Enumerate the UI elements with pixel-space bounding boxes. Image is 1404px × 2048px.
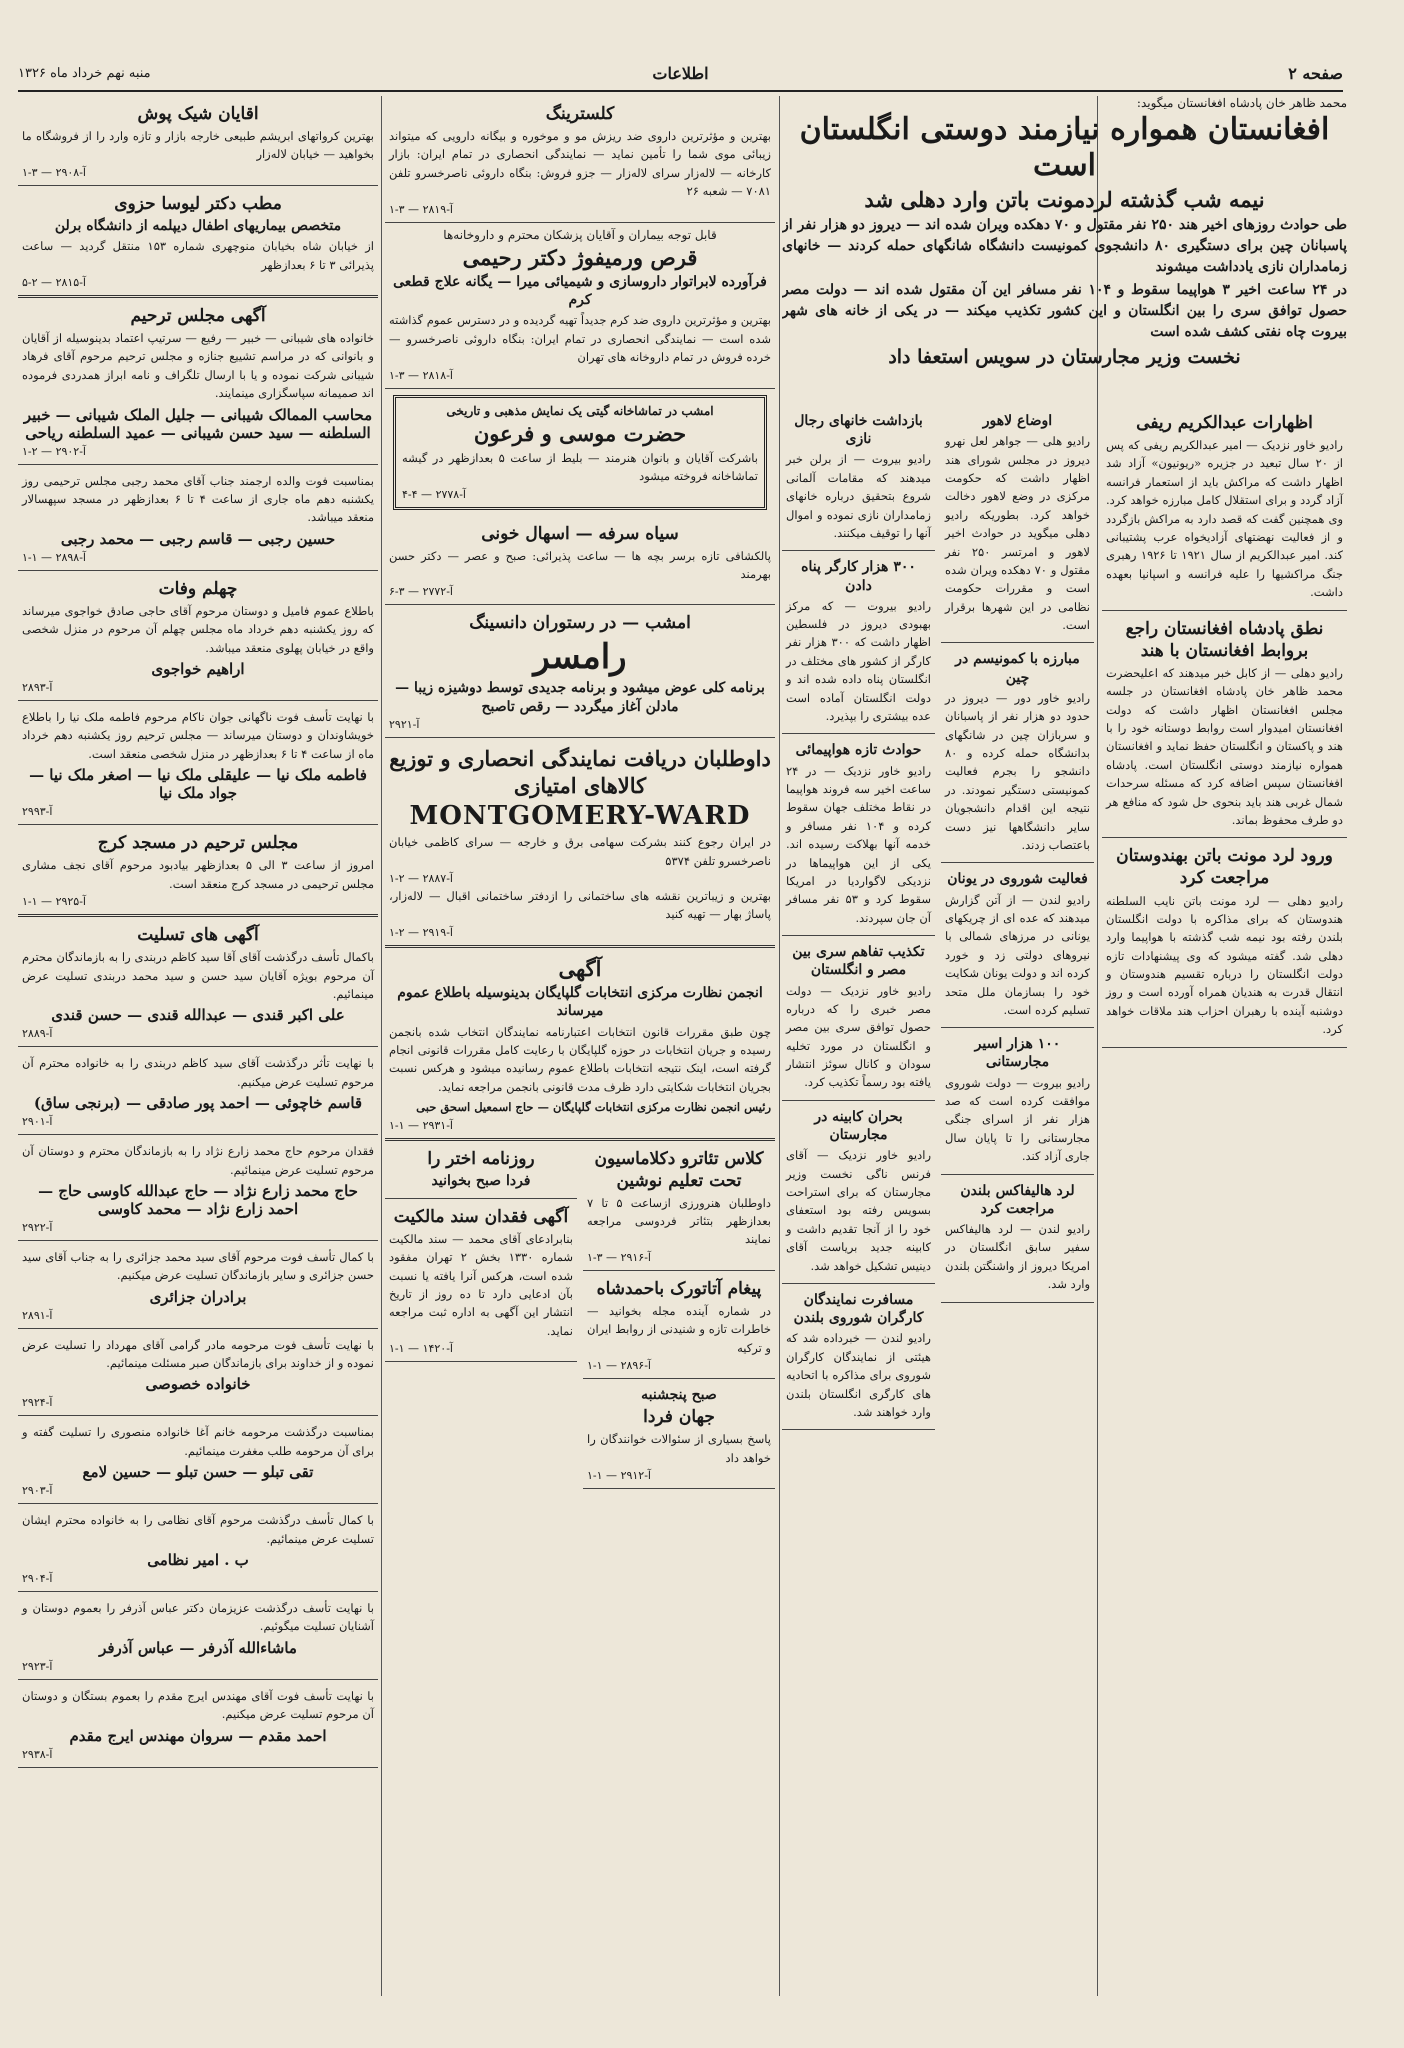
column-rule bbox=[381, 96, 382, 1996]
notice-text: با نهایت تأسف درگذشت عزیزمان دکتر عباس آذرفر را بعموم دوستان و آشنایان تسلیت میگوئیم. bbox=[22, 1601, 374, 1634]
ad-title: رامسر bbox=[533, 636, 627, 677]
lead-subheadline: نیمه شب گذشته لردمونت باتن وارد دهلی شد bbox=[864, 187, 1265, 212]
ad-title: حضرت موسی و فرعون bbox=[473, 420, 687, 446]
story-text: رادیو بیروت — دولت شوروی موافقت کرده است که صد هزار نفر از اسرای جنگی مجارستانی را تا پایان سال جاری آزاد کند. bbox=[945, 1075, 1090, 1164]
ad-code: آ-۲۹۱۶ — ۳-۱ bbox=[587, 1250, 651, 1264]
story-title: اظهارات عبدالکریم ریفی bbox=[1136, 413, 1313, 433]
notice-title: آگهی مجلس ترحیم bbox=[130, 305, 266, 326]
ad-subtitle: متخصص بیماریهای اطفال دیپلمه از دانشگاه برلن bbox=[54, 217, 342, 234]
ad-kicker: امشب — در رستوران دانسینگ bbox=[469, 613, 691, 634]
ad-code: آ-۲۸۸۹ bbox=[22, 1027, 53, 1041]
notice-names: فاطمه ملک نیا — علیقلی ملک نیا — اصغر ملک نیا — جواد ملک نیا bbox=[29, 766, 367, 803]
ad-code: آ-۲۸۹۶ — ۱-۱ bbox=[587, 1359, 651, 1373]
notice-names: حسین رجبی — قاسم رجبی — محمد رجبی bbox=[60, 529, 336, 548]
ad-text: بهترین و مؤثرترین داروی ضد کرم جدیداً تهیه گردیده و در دسترس عموم گذاشته شده است — نمایندگی انحصاری در تمام ایران: بنگاه داروئی ناصرخسرو — خرده فروش در تمام داروخانه های تهران bbox=[389, 313, 771, 365]
story-text: رادیو لندن — خبرداده شد که هیئتی از نمایندگان کارگران شوروی برای مذاکره با اتحادیه های کارگری انگلستان بلندن وارد خواهند شد. bbox=[786, 1331, 931, 1419]
ad-text: برنامه کلی عوض میشود و برنامه جدیدی توسط دوشیزه زیبا — مادلن آغاز میگردد — رقص تاصبح bbox=[395, 680, 765, 715]
ad-title: قرص ورمیفوژ دکتر رحیمی bbox=[462, 244, 698, 270]
notice-names: احمد مقدم — سروان مهندس ایرج مقدم bbox=[69, 1726, 327, 1745]
ad-code: آ-۲۹۰۱ bbox=[22, 1115, 53, 1129]
ad-text: در ایران رجوع کنند بشرکت سهامی برق و خارجه — سرای کاظمی خیابان ناصرخسرو تلفن ۵۳۷۴ bbox=[389, 835, 771, 868]
story-text: رادیو خاور نزدیک — امیر عبدالکریم ریفی که پس از ۲۰ سال تبعید در جزیره «ریونیون» آزاد شد اظهار داشت که مراکش باید از استعمار فرانسه آزاد گردد و برای استقلال کامل مبارزه خواهد کرد. وی همچنین گفت که قصد دارد به مراکش بازگردد و از فعالیت نهضتهای آزادیخواه عرب پشتیبانی کند. امیر عبدالکریم از سال ۱۹۲۱ تا ۱۹۲۶ رهبری جنگ مراکشیها را علیه فرانسه و اسپانیا بعهده داشت. bbox=[1106, 438, 1344, 600]
story-title: بحران کابینه در مجارستان bbox=[814, 1108, 903, 1144]
story-title: ۳۰۰ هزار کارگر پناه دادن bbox=[801, 559, 916, 594]
story-title: ورود لرد مونت باتن بهندوستان مراجعت کرد bbox=[1116, 846, 1333, 889]
story-title: بازداشت خانهای رجال نازی bbox=[794, 413, 923, 448]
story-text: رادیو خاور دور — دیروز در حدود دو هزار نفر از پاسبانان و سربازان چین در شانگهای بدانشگاه حمله کرده و ۸۰ دانشجو را بجرم فعالیت کمونیستی دستگیر نمودند. در نتیجه این اقدام دانشجویان سایر دانشگاهها نیز دست باعتصاب زدند. bbox=[945, 690, 1090, 852]
story-text: رادیو خاور نزدیک — دولت مصر خبری را که درباره حصول توافق سری بین مصر و انگلستان در مورد تخلیه سودان و کانال سوئز انتشار یافته بود رسماً تکذیب کرد. bbox=[786, 983, 931, 1090]
ad-kicker: قابل توجه بیماران و آقایان پزشکان محترم و داروخانه‌ها bbox=[443, 227, 717, 242]
story-text: رادیو هلی — جواهر لعل نهرو دیروز در مجلس شورای هند اظهار داشت که حکومت مرکزی در وضع لاهور دخالت خواهد کرد. بطوریکه رادیو دهلی میگوید در حوادث اخیر لاهور و امرتسر ۲۵۰ نفر مقتول و ۷۰ دهکده ویران شده است و مقررات حکومت نظامی در این شهرها برقرار است. bbox=[945, 434, 1090, 633]
story-title: حوادث تازه هواپیمائی bbox=[795, 742, 922, 759]
section-title: آگهی های تسلیت bbox=[137, 925, 259, 946]
ad-text: چون طبق مقررات قانون انتخابات اعتبارنامه نمایندگان انتخاب شده بانجمن رسیده و جریان انتخابات در حوزه گلپایگان با رعایت کامل مقررات قانونی انجام گرفته است، اینک نتیجه انتخابات باطلاع عموم رسانیده میشود و هرکس نسبت بجریان انتخابات شکایتی دارد ظرف مدت قانونی بانجمن مراجعه نماید. bbox=[389, 1024, 771, 1094]
ad-code: آ-۲۹۱۹ — ۲-۱ bbox=[389, 925, 453, 939]
ad-code: آ-۲۸۹۱ bbox=[22, 1308, 53, 1322]
ad-code: آ-۲۹۰۴ bbox=[22, 1572, 53, 1586]
ad-title: جهان فردا bbox=[643, 1407, 715, 1428]
ad-title: اقایان شیک پوش bbox=[137, 104, 259, 124]
ad-code: آ-۲۸۱۵ — ۲-۵ bbox=[22, 275, 86, 289]
ad-box bbox=[393, 395, 767, 510]
ad-signature: رئیس انجمن نظارت مرکزی انتخابات گلپایگان — حاج اسمعیل اسحق حبی bbox=[416, 1100, 771, 1115]
ad-text: از خیابان شاه بخیابان منوچهری شماره ۱۵۳ منتقل گردید — ساعت پذیرائی ۳ تا ۶ بعدازظهر bbox=[22, 239, 374, 272]
notice-names: ماشاءالله آذرفر — عباس آذرفر bbox=[99, 1638, 297, 1657]
ad-code: آ-۱۴۲۰ — ۱-۱ bbox=[389, 1342, 453, 1356]
ad-text: بهترین و مؤثرترین داروی ضد ریزش مو و موخوره و بیگانه دارویی که میتواند زیبائی موی شما را تأمین نماید — نمایندگی انحصاری در تمام ایران: بازار کارخانه — لاله‌زار سرای لاله‌زار — جزو فروش: بنگاه داروئی ناصرخسرو تلفن ۷۰۸۱ — شعبه ۲۶ bbox=[389, 129, 771, 199]
brand-name: MONTGOMERY-WARD bbox=[409, 801, 751, 832]
ad-code: آ-۲۸۹۸ — ۱-۱ bbox=[22, 550, 86, 564]
lead-summary: طی حوادث روزهای اخیر هند ۲۵۰ نفر مقتول و ۷۰ دهکده ویران شده اند — دیروز دو هزار نفر از پاسبانان چین برای دستگیری ۸۰ دانشجوی کمونیست دانشگاه شانگهای حمله کردند — خانهای زمامداران نازی یادداشت میشوند bbox=[782, 217, 1347, 276]
ad-kicker: امشب در تماشاخانه گیتی یک نمایش مذهبی و تاریخی bbox=[446, 403, 714, 418]
ad-title: مطب دکتر لیوسا حزوی bbox=[114, 193, 282, 214]
notice-text: با نهایت تأسف فوت آقای مهندس ایرج مقدم را بعموم بستگان و دوستان آن مرحوم تسلیت عرض میکنیم. bbox=[22, 1688, 374, 1722]
ad-title: کلسترینگ bbox=[545, 104, 615, 124]
page-number: صفحه ۲ bbox=[1288, 64, 1343, 83]
ad-text: پاسخ بسیاری از سئوالات خوانندگان را خواهد داد bbox=[587, 1432, 771, 1465]
notice-text: بمناسبت فوت والده ارجمند جناب آقای محمد رجبی مجلس ترحیمی روز یکشنبه دهم ماه جاری از ساعت ۴ تا ۶ بعدازظهر در مسجد سپهسالار منعقد میباشد. bbox=[22, 473, 375, 525]
notice-names: حاج محمد زارع نژاد — حاج عبدالله کاوسی حاج — احمد زارع نژاد — محمد کاوسی bbox=[38, 1181, 358, 1218]
notice-text: بمناسبت درگذشت مرحومه خانم آغا خانواده منصوری را تسلیت گفته و برای آن مرحومه طلب مغفرت مینمائیم. bbox=[22, 1425, 374, 1458]
notices-column-left bbox=[18, 96, 378, 1996]
ad-code: آ-۲۷۷۸ — ۴-۴ bbox=[402, 487, 466, 501]
story-title: اوضاع لاهور bbox=[982, 413, 1053, 429]
notice-text: با نهایت تأسف فوت ناگهانی جوان ناکام مرحوم فاطمه ملک نیا را باطلاع خویشاوندان و دوستان میرساند — مجلس ترحیم روز یکشنبه دهم خرداد ماه از ساعت ۴ تا ۶ بعدازظهر در منزل شخصی منعقد است. bbox=[22, 710, 374, 761]
issue-date: منبه نهم خرداد ماه ۱۳۲۶ bbox=[18, 66, 151, 81]
notice-text: با کمال تأسف درگذشت مرحوم آقای نظامی را به خانواده محترم ایشان تسلیت عرض مینمائیم. bbox=[22, 1513, 374, 1546]
ad-text: باشرکت آقایان و بانوان هنرمند — بلیط از ساعت ۵ بعدازظهر در گیشه تماشاخانه فروخته میشود bbox=[402, 450, 758, 484]
notice-text: فقدان مرحوم حاج محمد زارع نژاد را به بازماندگان محترم و دوستان آن مرحوم تسلیت عرض مینمائیم. bbox=[22, 1144, 374, 1177]
ad-title: روزنامه اختر را bbox=[427, 1148, 535, 1169]
story-text: رادیو لندن — لرد هالیفاکس سفیر سابق انگلستان در امریکا دیروز از واشنگتن بلندن وارد شد. bbox=[945, 1222, 1090, 1292]
notice-text: خانواده های شیبانی — خبیر — رفیع — سرتیپ اعتماد بدینوسیله از آقایان و بانوانی که در مراسم تشییع جنازه و مجلس ترحیم مرحوم آقای فرهاد شیبانی شرکت نموده و یا با ارسال تلگراف و نامه ابراز همدردی فرموده اند صمیمانه سپاسگزاری مینمایند. bbox=[22, 331, 374, 401]
ad-text: در شماره آینده مجله بخوانید — خاطرات تازه و شنیدنی از روابط ایران و ترکیه bbox=[587, 1303, 771, 1355]
notice-names: محاسب الممالک شیبانی — جلیل الملک شیبانی — خبیر السلطنه — سید حسن شیبانی — عمید السلطنه ریاحی bbox=[23, 405, 373, 442]
notice-names: ب . امیر نظامی bbox=[147, 1551, 249, 1570]
story-text: رادیو دهلی — از کابل خبر میدهند که اعلیحضرت محمد ظاهر خان پادشاه افغانستان در جلسه مجلس افغانستان اظهار داشت که دولت افغانستان امیدوار است روابط دوستانه خود را با هند و پاکستان و انگلستان حفظ نماید و افغانستان همواره نیازمند دوستی انگلستان است. پادشاه افغانستان سپس اضافه کرد که مسئله سرحدات شمال غربی هند باید بنحوی حل شود که منافع هر دو طرف محفوظ بماند. bbox=[1106, 665, 1343, 827]
notice-text: باطلاع عموم فامیل و دوستان مرحوم آقای حاجی صادق خواجوی میرساند که روز یکشنبه دهم خرداد ماه مجلس چهلم آن مرحوم در منزل شخصی واقع در خیابان پهلوی منعقد میباشد. bbox=[22, 603, 374, 655]
ad-code: آ-۲۹۳۸ bbox=[22, 1747, 53, 1761]
ad-title: کلاس تئاترو دکلاماسیون تحت تعلیم نوشین bbox=[594, 1148, 764, 1191]
ad-code: آ-۲۸۸۷ — ۲-۱ bbox=[389, 872, 453, 886]
ad-code: آ-۲۹۰۸ — ۳-۱ bbox=[22, 165, 86, 179]
story-title: تکذیب تفاهم سری بین مصر و انگلستان bbox=[792, 944, 925, 979]
ad-code: آ-۲۹۲۴ bbox=[22, 1396, 53, 1410]
ad-code: آ-۲۸۱۸ — ۳-۱ bbox=[389, 368, 453, 382]
lead-kicker: محمد ظاهر خان پادشاه افغانستان میگوید: bbox=[1136, 96, 1347, 110]
story-title: ۱۰۰ هزار اسیر مجارستانی bbox=[974, 1036, 1061, 1071]
ad-code: آ-۲۹۲۲ bbox=[22, 1220, 53, 1234]
column-rule bbox=[779, 96, 780, 1996]
notice-names: تقی تبلو — حسن تبلو — حسین لامع bbox=[82, 1463, 314, 1482]
notice-text: امروز از ساعت ۳ الی ۵ بعدازظهر بیادبود مرحوم آقای نجف مشاری مجلس ترحیمی در مسجد کرج منعقد است. bbox=[22, 858, 374, 891]
story-title: لرد هالیفاکس بلندن مراجعت کرد bbox=[960, 1182, 1075, 1217]
lead-headline-3: نخست وزیر مجارستان در سویس استعفا داد bbox=[888, 346, 1241, 369]
ad-code: آ-۲۹۲۳ bbox=[22, 1659, 53, 1673]
story-title: مسافرت نمایندگان کارگران شوروی بلندن bbox=[793, 1291, 924, 1327]
paper-name: اطلاعات bbox=[652, 64, 709, 83]
notice-names: اراهیم خواجوی bbox=[151, 660, 245, 679]
notice-text: با کمال تأسف فوت مرحوم آقای سید محمد جزائری را به جناب آقای سید حسن جزائری و سایر بازماندگان تسلیت عرض میکنیم. bbox=[22, 1249, 374, 1283]
ad-code: آ-۲۹۲۵ — ۱-۱ bbox=[22, 895, 86, 909]
notice-text: با نهایت تأسف فوت مرحومه مادر گرامی آقای مهرداد را تسلیت عرض نموده و از خداوند برای بازماندگان صبر مسئلت مینمائیم. bbox=[22, 1337, 374, 1371]
ad-code: آ-۲۷۷۲ — ۳-۶ bbox=[389, 585, 453, 599]
ads-column-center bbox=[385, 96, 775, 1996]
ad-text: بهترین کرواتهای ابریشم طبیعی خارجه بازار و تازه وارد را از فروشگاه ما بخواهید — خیابان لاله‌زار bbox=[22, 129, 374, 162]
ad-subtitle: فرآورده لابراتوار داروسازی و شیمیائی میرا — یگانه علاج قطعی کرم bbox=[393, 273, 767, 309]
ad-code: آ-۲۹۹۳ bbox=[22, 805, 53, 819]
story-text: رادیو دهلی — لرد مونت باتن نایب السلطنه هندوستان که برای مذاکره با دولت انگلستان بلندن رفته بود نیمه شب گذشته با هواپیما وارد دهلی شد. گفته میشود که وی پیشنهادات تازه دولت انگلستان را درباره تقسیم هندوستان و انتقال قدرت به هندیان همراه آورده است و روز دوشنبه آینده با رهبران احزاب هند ملاقات خواهد کرد. bbox=[1106, 893, 1343, 1037]
story-title: نطق پادشاه افغانستان راجع بروابط افغانستان با هند bbox=[1125, 618, 1324, 661]
story-text: رادیو خاور نزدیک — در ۲۴ ساعت اخیر سه فروند هواپیما در نقاط مختلف جهان سقوط کرده و ۱۰۴ نفر مسافر و خدمه آنها بهلاکت رسیده اند. یکی از این هواپیماها در نزدیکی لاگوارديا در امریکا سقوط کرد و ۵۳ نفر مسافر آن جان سپردند. bbox=[786, 763, 931, 925]
ad-subtitle: فردا صبح بخوانید bbox=[431, 1172, 531, 1189]
notice-title: مجلس ترحیم در مسجد کرج bbox=[97, 833, 299, 854]
ad-text: پالکشافی تازه برسر بچه ها — ساعت پذیرائی: صبح و عصر — دکتر حسن بهرمند bbox=[389, 548, 771, 582]
ad-text: بنابرادعای آقای محمد — سند مالکیت شماره ۱۳۳۰ بخش ۲ تهران مفقود شده است، هرکس آنرا یافته یا نسبت بآن ادعایی دارد تا ده روز از تاریخ انتشار این آگهی به اداره ثبت مراجعه نماید. bbox=[389, 1231, 573, 1338]
notice-names: قاسم خاچوئی — احمد پور صادقی — (برنجی ساق) bbox=[33, 1094, 363, 1113]
notice-text: باکمال تأسف درگذشت آقای آقا سید کاظم دربندی را به بازماندگان محترم آن مرحوم بویژه آقایان سید حسن و سید محمد دربندی تسلیت عرض مینمائیم. bbox=[22, 950, 374, 1001]
notice-title: چهلم وفات bbox=[158, 578, 238, 599]
notice-names: علی اکبر قندی — عبدالله قندی — حسن قندی bbox=[51, 1006, 345, 1025]
story-text: رادیو بیروت — از برلن خبر میدهند که مقامات آلمانی شروع بتحقیق درباره خانهای زمامداران نازی نموده و اموال آنها را توقیف میکنند. bbox=[786, 452, 931, 540]
ad-code: آ-۲۸۹۳ bbox=[22, 681, 53, 695]
ad-code: آ-۲۹۱۲ — ۱-۱ bbox=[587, 1469, 651, 1483]
news-column-2 bbox=[782, 405, 1094, 1995]
ad-text: بهترین و زیباترین نقشه های ساختمانی را ازدفتر ساختمانی اقبال — لاله‌زار، پاساژ بهار — تهیه کنید bbox=[389, 889, 771, 922]
ad-subtitle: صبح پنجشنبه bbox=[641, 1387, 717, 1404]
ad-title: پیغام آتاتورک باحمدشاه bbox=[596, 1278, 762, 1299]
ad-code: آ-۲۹۳۱ — ۱-۱ bbox=[389, 1118, 453, 1132]
ad-subtitle: انجمن نظارت مرکزی انتخابات گلپایگان بدینوسیله باطلاع عموم میرساند bbox=[397, 985, 763, 1020]
ad-code: آ-۲۹۲۱ bbox=[389, 717, 420, 731]
ad-title: داوطلبان دریافت نمایندگی انحصاری و توزیع کالاهای امتیازی bbox=[389, 745, 771, 799]
ad-title: آگهی bbox=[558, 955, 602, 981]
story-text: رادیو لندن — از آتن گزارش میدهند که عده ای از چریکهای یونانی در مرزهای شمالی با نیروهای دولتی زد و خورد کرده اند و دولت یونان شکایت خود را بسازمان ملل متحد تسلیم کرده است. bbox=[945, 892, 1090, 1017]
ad-code: آ-۲۹۰۲ — ۲-۱ bbox=[22, 444, 86, 458]
lead-summary-2: در ۲۴ ساعت اخیر ۳ هواپیما سقوط و ۱۰۴ نفر مسافر این آن مقتول شده اند — دولت مصر حصول توافق سری را بین انگلستان و این کشور تکذیب میکند — در یکی از خانه های شهر بیروت چاه نفتی کشف شده است bbox=[782, 282, 1347, 341]
lead-story bbox=[782, 96, 1347, 456]
story-title: مبارزه با کمونیسم در چین bbox=[955, 651, 1080, 686]
ad-title: آگهی فقدان سند مالکیت bbox=[393, 1206, 569, 1227]
story-text: رادیو بیروت — که مرکز بهبودی دیروز در فلسطین اظهار داشت که ۳۰۰ هزار نفر کارگر از کشور های مختلف در انگلستان پناه داده شده اند و دولت انگلستان آماده است عده بیشتری را بپذیرد. bbox=[786, 598, 931, 724]
story-text: رادیو خاور نزدیک — آقای فرنس ناگی نخست وزیر مجارستان که برای استراحت بسویس رفته بود استعفای خود را از آنجا تقدیم داشت و کابینه جدید بریاست آقای دینیس تشکیل خواهد شد. bbox=[786, 1148, 931, 1273]
page-header bbox=[18, 62, 1343, 92]
ad-code: آ-۲۹۰۳ bbox=[22, 1484, 53, 1498]
notice-names: خانواده خصوصی bbox=[145, 1375, 251, 1394]
ad-title: سیاه سرفه — اسهال خونی bbox=[481, 523, 679, 544]
lead-headline: افغانستان همواره نیازمند دوستی انگلستان است bbox=[799, 112, 1330, 183]
notice-text: با نهایت تأثر درگذشت آقای سید کاظم دربندی را به خانواده محترم آن مرحوم تسلیت عرض میکنیم. bbox=[22, 1056, 374, 1089]
ad-code: آ-۲۸۱۹ — ۳-۱ bbox=[389, 202, 453, 216]
story-title: فعالیت شوروی در یونان bbox=[947, 871, 1088, 888]
news-column-1 bbox=[1102, 405, 1347, 1995]
notice-names: برادران جزائری bbox=[149, 1287, 247, 1306]
ad-text: داوطلبان هنرورزی ازساعت ۵ تا ۷ بعدازظهر بتئاتر فردوسی مراجعه نمایند bbox=[587, 1195, 771, 1247]
